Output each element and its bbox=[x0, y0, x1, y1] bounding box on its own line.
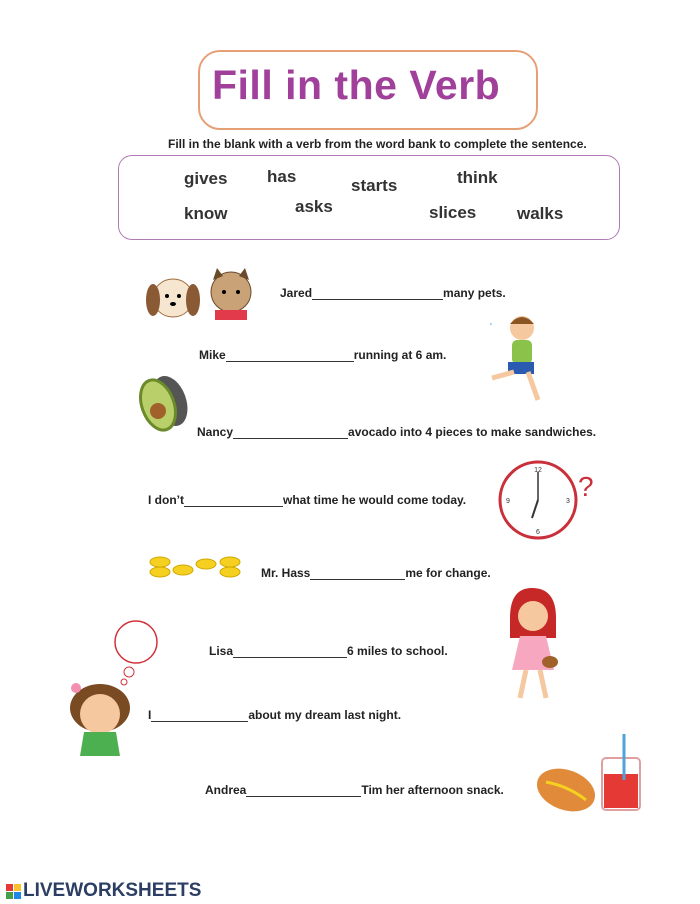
brand-name: LIVEWORKSHEETS bbox=[23, 880, 202, 901]
sentence-text: avocado into 4 pieces to make sandwiches. bbox=[348, 425, 597, 439]
answer-input-4[interactable] bbox=[184, 493, 283, 507]
answer-input-1[interactable] bbox=[312, 286, 443, 300]
thinking-girl-illustration bbox=[54, 620, 160, 760]
sentence-text: 6 miles to school. bbox=[347, 644, 448, 658]
logo-grid-icon bbox=[6, 884, 21, 899]
word-bank-item: asks bbox=[295, 197, 333, 216]
clock-number: 9 bbox=[506, 498, 510, 505]
sentence-text: what time he would come today. bbox=[283, 493, 467, 507]
svg-text:': ' bbox=[490, 322, 492, 333]
sentence-8 bbox=[205, 783, 504, 797]
word-bank-item: starts bbox=[351, 176, 398, 195]
clock-number: 6 bbox=[536, 529, 540, 536]
clock-number: 3 bbox=[566, 498, 570, 505]
word-bank-item: gives bbox=[184, 169, 228, 188]
sentence-text: Mr. Hass bbox=[261, 566, 311, 580]
sentence-text: Tim her afternoon snack. bbox=[361, 783, 504, 797]
word-bank-item: know bbox=[184, 204, 228, 223]
avocado-illustration bbox=[136, 373, 192, 433]
clock-number: 12 bbox=[534, 467, 542, 474]
word-bank-item: has bbox=[267, 167, 297, 186]
sentence-text: I don’t bbox=[148, 493, 184, 507]
walking-girl-illustration bbox=[500, 588, 566, 706]
answer-input-6[interactable] bbox=[233, 644, 347, 658]
word-bank-item: slices bbox=[429, 203, 477, 222]
answer-input-7[interactable] bbox=[151, 708, 248, 722]
sentence-text: running at 6 am. bbox=[353, 348, 447, 362]
word-bank-item: think bbox=[457, 168, 498, 187]
sentence-3 bbox=[197, 425, 596, 439]
instructions: Fill in the blank with a verb from the word bank to complete the sentence. bbox=[168, 137, 587, 151]
sentence-7 bbox=[148, 708, 401, 722]
answer-input-8[interactable] bbox=[246, 783, 361, 797]
sentence-6 bbox=[209, 644, 448, 658]
question-mark: ? bbox=[578, 471, 594, 502]
sentence-text: me for change. bbox=[405, 566, 491, 580]
sentence-text: Lisa bbox=[209, 644, 234, 658]
dog-and-cat-illustration bbox=[143, 268, 253, 324]
liveworksheets-logo bbox=[6, 880, 201, 902]
sentence-text: many pets. bbox=[443, 286, 506, 300]
coins-illustration bbox=[148, 554, 243, 580]
sentence-5 bbox=[261, 566, 491, 580]
hotdog-and-juice-illustration bbox=[534, 734, 646, 818]
page-title: Fill in the Verb bbox=[212, 62, 501, 108]
word-bank bbox=[118, 155, 620, 240]
sentence-1 bbox=[280, 286, 506, 300]
answer-input-2[interactable] bbox=[226, 348, 354, 362]
sentence-text: I bbox=[148, 708, 152, 722]
answer-input-3[interactable] bbox=[233, 425, 348, 439]
sentence-text: about my dream last night. bbox=[248, 708, 402, 722]
sentence-text: Mike bbox=[199, 348, 226, 362]
word-bank-item: walks bbox=[517, 204, 564, 223]
answer-input-5[interactable] bbox=[310, 566, 405, 580]
sentence-4 bbox=[148, 493, 466, 507]
clock-illustration bbox=[496, 458, 596, 542]
sentence-text: Andrea bbox=[205, 783, 247, 797]
sentence-2 bbox=[199, 348, 446, 362]
sentence-text: Jared bbox=[280, 286, 313, 300]
running-boy-illustration bbox=[484, 310, 549, 408]
sentence-text: Nancy bbox=[197, 425, 234, 439]
